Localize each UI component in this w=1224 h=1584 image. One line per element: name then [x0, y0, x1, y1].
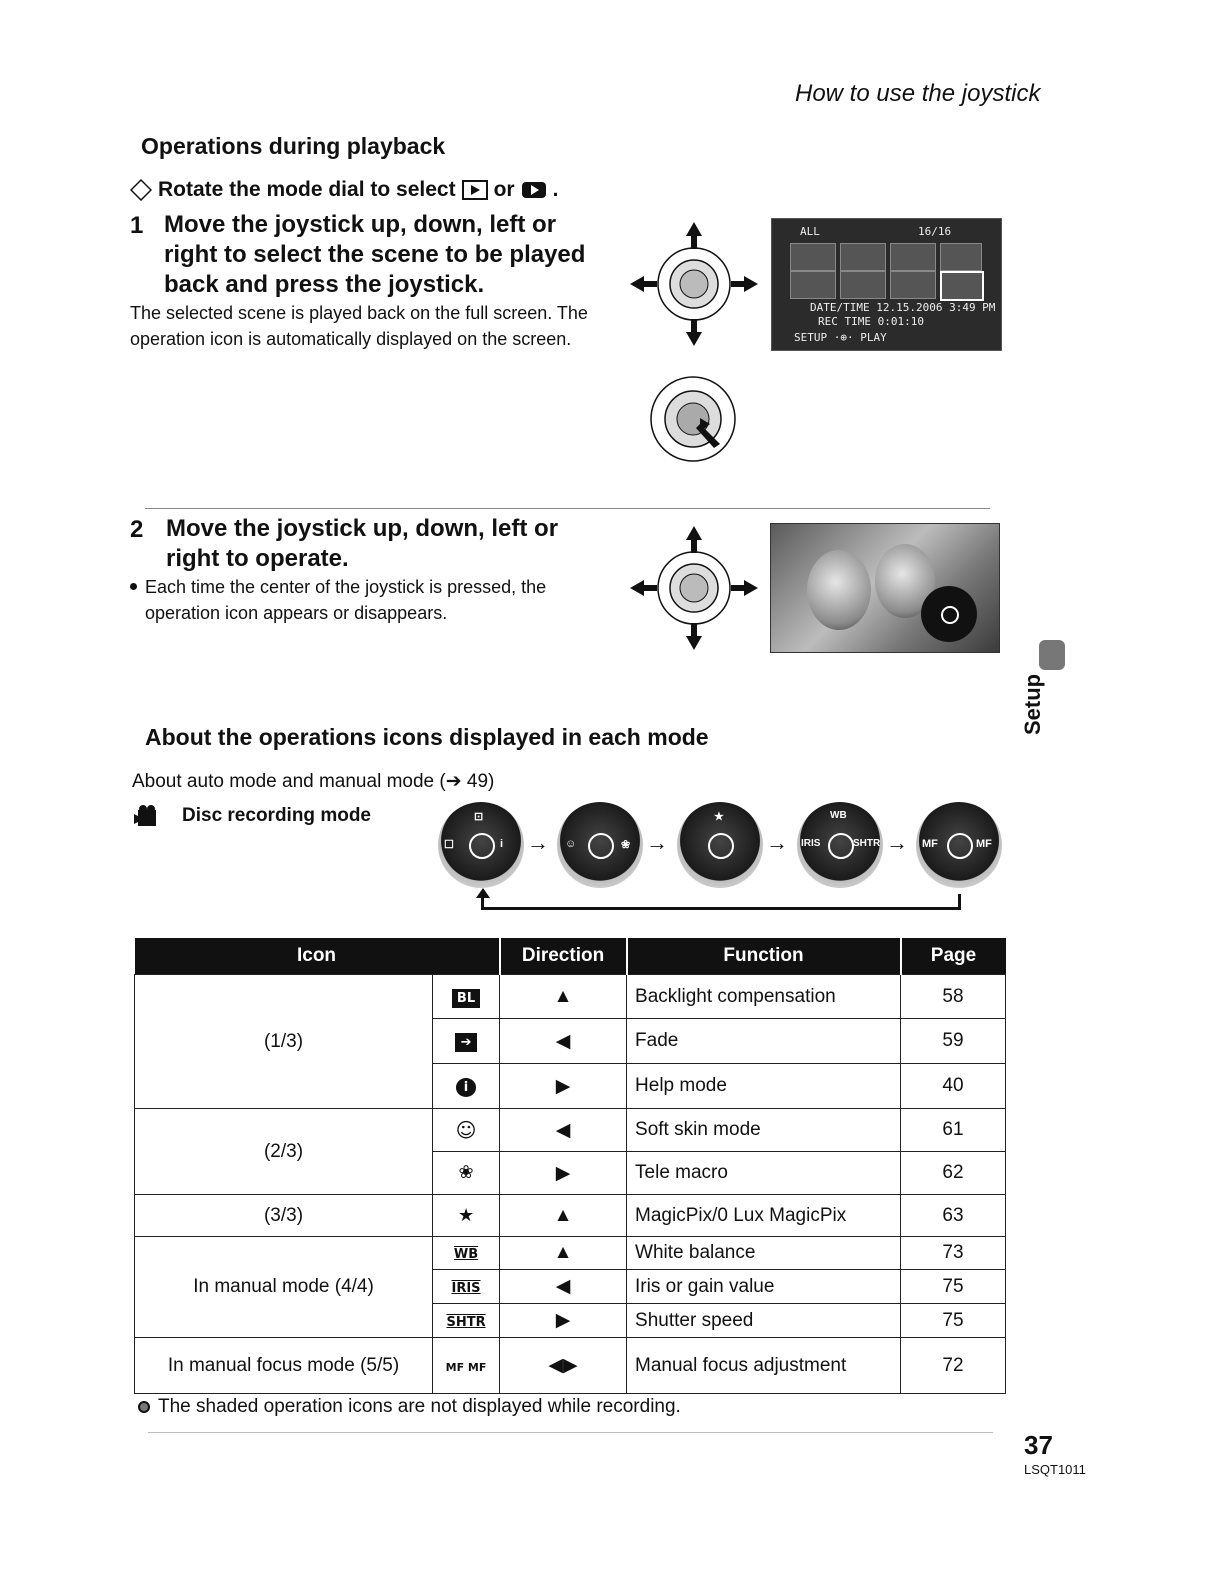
- thumbnail: [890, 271, 936, 299]
- page-cell: 61: [901, 1109, 1006, 1152]
- table-row: [135, 1338, 1006, 1394]
- group-label: In manual focus mode (5/5): [135, 1338, 433, 1394]
- prerequisite-line: Rotate the mode dial to select or .: [130, 178, 558, 202]
- arrow-right-icon: →: [646, 830, 668, 855]
- operations-table: [134, 938, 1006, 1394]
- backlight-icon: BL: [433, 975, 500, 1019]
- group-label: (2/3): [135, 1109, 433, 1195]
- function-cell: White balance: [627, 1237, 901, 1270]
- help-icon: i: [433, 1064, 500, 1109]
- thumbnail: [890, 243, 936, 271]
- col-icon: Icon: [135, 938, 500, 975]
- mode-circle-1: ☐ i ⊡: [438, 802, 524, 888]
- direction-up: ▲: [500, 1237, 627, 1270]
- magicpix-icon: ★: [433, 1195, 500, 1237]
- col-function: Function: [627, 938, 901, 975]
- thumbnail-selected: [940, 271, 984, 301]
- step1-body: The selected scene is played back on the full screen. The operation icon is automatically displayed on the screen.: [130, 303, 588, 349]
- joystick-4way-icon: [628, 524, 760, 652]
- operation-icon-overlay: [921, 586, 977, 642]
- screen-line1: DATE/TIME 12.15.2006 3:49 PM: [810, 301, 996, 314]
- arrow-right-icon: →: [886, 830, 908, 855]
- page-cell: 63: [901, 1195, 1006, 1237]
- col-page: Page: [901, 938, 1006, 975]
- thumbnail: [940, 243, 982, 271]
- group-label: In manual mode (4/4): [135, 1237, 433, 1338]
- screen-top-right: 16/16: [918, 225, 952, 238]
- table-row: [135, 1195, 1006, 1237]
- iris-icon: IRIS: [433, 1270, 500, 1304]
- function-cell: Help mode: [627, 1064, 901, 1109]
- direction-left-right: ◀▶: [500, 1338, 627, 1394]
- page-cell: 40: [901, 1064, 1006, 1109]
- direction-up: ▲: [500, 1195, 627, 1237]
- side-tab: [1034, 640, 1070, 670]
- about-heading: About the operations icons displayed in each mode: [145, 724, 709, 750]
- tele-macro-icon: ❀: [433, 1152, 500, 1195]
- shaded-bullet-icon: [138, 1401, 150, 1413]
- mode-circle-4: WB IRIS SHTR: [797, 802, 883, 888]
- page-cell: 58: [901, 975, 1006, 1019]
- mode-label-row: [134, 804, 371, 828]
- function-cell: Manual focus adjustment: [627, 1338, 901, 1394]
- thumbnail: [790, 271, 836, 299]
- playback-screen: [771, 218, 1002, 351]
- playback-heading: Operations during playback: [141, 133, 446, 159]
- side-tab-label: Setup: [1020, 673, 1045, 735]
- function-cell: Tele macro: [627, 1152, 901, 1195]
- arrow-right-icon: →: [766, 830, 788, 855]
- playback-photo: [770, 523, 1000, 653]
- table-row: [135, 975, 1006, 1019]
- direction-right: ▶: [500, 1304, 627, 1338]
- function-cell: Backlight compensation: [627, 975, 901, 1019]
- function-cell: Iris or gain value: [627, 1270, 901, 1304]
- col-direction: Direction: [500, 938, 627, 975]
- fade-icon: ➔: [433, 1019, 500, 1064]
- mode-circle-3: ★: [677, 802, 763, 888]
- step2-bullet: [130, 574, 610, 626]
- direction-left: ◀: [500, 1019, 627, 1064]
- thumbnail: [840, 271, 886, 299]
- diamond-icon: [130, 179, 152, 201]
- tab-marker: [1039, 640, 1065, 670]
- joystick-4way-icon: [628, 220, 760, 348]
- section-header: How to use the joystick: [795, 80, 1041, 107]
- page-cell: 59: [901, 1019, 1006, 1064]
- playback-mode-icon: [462, 179, 488, 201]
- function-cell: Fade: [627, 1019, 901, 1064]
- divider: [148, 1432, 993, 1433]
- white-balance-icon: WB: [433, 1237, 500, 1270]
- group-label: (3/3): [135, 1195, 433, 1237]
- screen-line2: REC TIME 0:01:10: [818, 315, 924, 328]
- table-row: [135, 1109, 1006, 1152]
- screen-line3: SETUP ·⊕· PLAY: [794, 331, 887, 344]
- picture-playback-icon: [521, 179, 547, 201]
- manual-focus-icon: MF MF: [433, 1338, 500, 1394]
- direction-right: ▶: [500, 1152, 627, 1195]
- step2-number: 2: [130, 516, 144, 543]
- step1-number: 1: [130, 212, 144, 239]
- page-cell: 75: [901, 1304, 1006, 1338]
- footnote: [138, 1396, 681, 1418]
- step1-title: Move the joystick up, down, left or right to select the scene to be played back and press the joystick.: [164, 211, 586, 298]
- page-cell: 72: [901, 1338, 1006, 1394]
- divider: [145, 508, 990, 509]
- step2-bullet-text: Each time the center of the joystick is pressed, the operation icon appears or disappears.: [145, 577, 547, 623]
- direction-left: ◀: [500, 1270, 627, 1304]
- page-number: 37: [1024, 1430, 1053, 1460]
- function-cell: Shutter speed: [627, 1304, 901, 1338]
- page-cell: 75: [901, 1270, 1006, 1304]
- arrow-right-icon: →: [527, 830, 549, 855]
- prereq-text: Rotate the mode dial to select: [158, 178, 456, 201]
- direction-left: ◀: [500, 1109, 627, 1152]
- person-face: [807, 550, 871, 630]
- page-cell: 73: [901, 1237, 1006, 1270]
- direction-right: ▶: [500, 1064, 627, 1109]
- mode-circle-5: MF MF: [916, 802, 1002, 888]
- table-row: [135, 1237, 1006, 1270]
- video-camera-icon: [134, 804, 162, 828]
- function-cell: MagicPix/0 Lux MagicPix: [627, 1195, 901, 1237]
- direction-up: ▲: [500, 975, 627, 1019]
- step2-title: Move the joystick up, down, left or right to operate.: [166, 515, 559, 572]
- doc-code: LSQT1011: [1024, 1462, 1086, 1477]
- thumbnail: [840, 243, 886, 271]
- about-intro: About auto mode and manual mode (➔ 49): [132, 771, 495, 792]
- page-cell: 62: [901, 1152, 1006, 1195]
- group-label: (1/3): [135, 975, 433, 1109]
- return-loop-arrow: [472, 886, 964, 914]
- function-cell: Soft skin mode: [627, 1109, 901, 1152]
- mode-circle-2: ☺ ❀: [557, 802, 643, 888]
- soft-skin-icon: ☺: [433, 1109, 500, 1152]
- mode-label: Disc recording mode: [182, 805, 371, 826]
- thumbnail: [790, 243, 836, 271]
- shutter-icon: SHTR: [433, 1304, 500, 1338]
- screen-top-left: ALL: [800, 225, 820, 238]
- joystick-press-icon: [648, 374, 738, 464]
- footnote-text: The shaded operation icons are not displayed while recording.: [158, 1396, 681, 1417]
- prereq-or: or: [493, 178, 515, 201]
- bullet-icon: [130, 583, 137, 590]
